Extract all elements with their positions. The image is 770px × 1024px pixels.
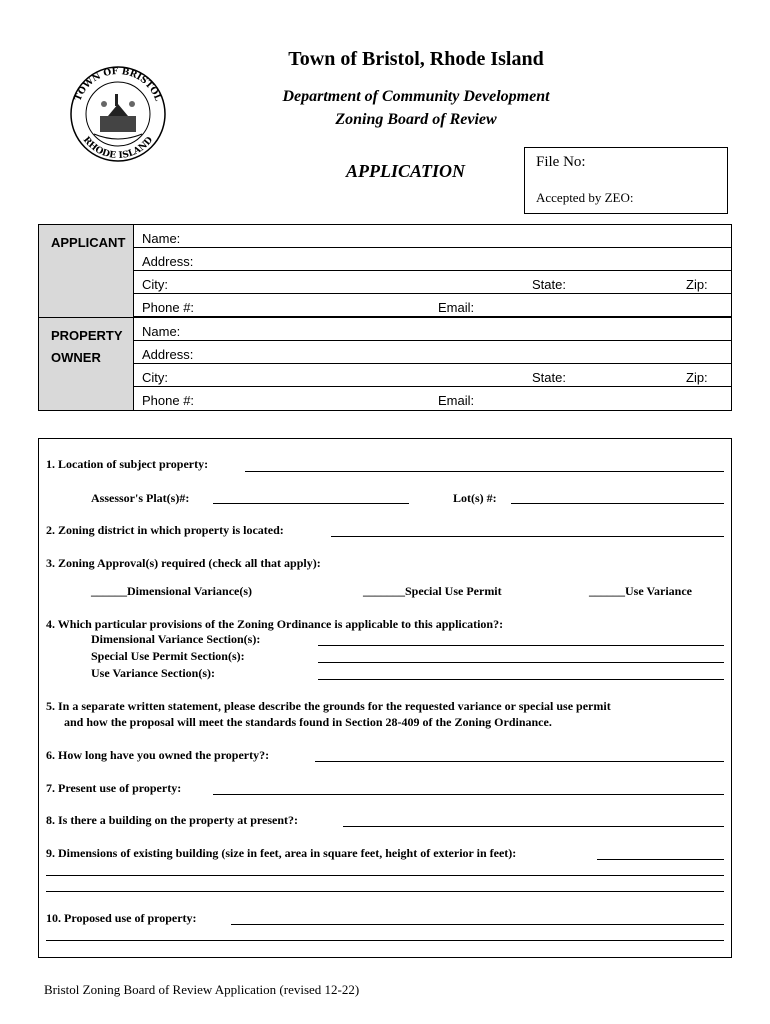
q1-lot-label: Lot(s) #: <box>453 491 497 505</box>
q5-line1: 5. In a separate written statement, please describe the grounds for the requested variance or special use permit <box>46 699 611 713</box>
footer-text: Bristol Zoning Board of Review Application (revised 12-22) <box>44 982 360 997</box>
q4-uv-field[interactable] <box>318 679 724 680</box>
file-no-label: File No: <box>536 154 586 170</box>
applicant-city-row[interactable]: City: State: Zip: <box>134 271 731 294</box>
applicant-address-field[interactable]: Address: <box>134 248 731 271</box>
applicant-phone-row[interactable]: Phone #: Email: <box>134 294 731 318</box>
owner-phone-row[interactable]: Phone #: Email: <box>142 393 475 408</box>
q10-field-line2[interactable] <box>46 940 724 941</box>
q4-uv-label: Use Variance Section(s): <box>91 666 215 680</box>
q2-field[interactable] <box>331 536 724 537</box>
q4-dim-label: Dimensional Variance Section(s): <box>91 632 261 646</box>
q1-lot-field[interactable] <box>511 503 724 504</box>
q9-field-line2[interactable] <box>46 875 724 876</box>
q5-line2: and how the proposal will meet the standards found in Section 28-409 of the Zoning Ordinance. <box>64 715 552 729</box>
applicant-section-label <box>39 225 134 318</box>
contact-table <box>38 224 732 411</box>
q4-sup-label: Special Use Permit Section(s): <box>91 649 245 663</box>
q1-plat-label: Assessor's Plat(s)#: <box>91 491 190 505</box>
q2-label: 2. Zoning district in which property is located: <box>46 523 284 537</box>
owner-label-2: OWNER <box>51 350 101 365</box>
owner-address-field[interactable]: Address: <box>134 341 731 364</box>
department-title: Department of Community Development <box>282 88 550 105</box>
q6-label: 6. How long have you owned the property?: <box>46 748 270 762</box>
page-title: Town of Bristol, Rhode Island <box>288 48 544 70</box>
owner-name-field[interactable]: Name: <box>134 318 731 341</box>
q10-field[interactable] <box>231 924 724 925</box>
board-title: Zoning Board of Review <box>335 111 497 128</box>
file-number-box <box>524 147 728 214</box>
q8-field[interactable] <box>343 826 724 827</box>
q1-plat-field[interactable] <box>213 503 409 504</box>
q9-field[interactable] <box>597 859 724 860</box>
applicant-label: APPLICANT <box>51 235 126 250</box>
q9-label: 9. Dimensions of existing building (size in feet, area in square feet, height of exterior in feet): <box>46 846 517 860</box>
owner-label-1: PROPERTY <box>51 328 123 343</box>
form-title: APPLICATION <box>346 161 466 181</box>
q4-label: 4. Which particular provisions of the Zoning Ordinance is applicable to this application?: <box>46 617 504 631</box>
svg-text:TOWN OF BRISTOL: TOWN OF BRISTOL <box>73 66 163 103</box>
q4-dim-field[interactable] <box>318 645 724 646</box>
q1-field[interactable] <box>245 471 724 472</box>
q3-dimensional-option[interactable]: ______Dimensional Variance(s) <box>91 584 253 598</box>
owner-section-label <box>39 318 134 410</box>
q3-special-use-option[interactable]: _______Special Use Permit <box>363 584 502 598</box>
accepted-label: Accepted by ZEO: <box>536 190 634 205</box>
applicant-name-field[interactable]: Name: <box>134 225 731 248</box>
q7-label: 7. Present use of property: <box>46 781 182 795</box>
q4-sup-field[interactable] <box>318 662 724 663</box>
q10-label: 10. Proposed use of property: <box>46 911 197 925</box>
owner-city-row[interactable]: City: State: Zip: <box>134 364 731 387</box>
q9-field-line3[interactable] <box>46 891 724 892</box>
q1-label: 1. Location of subject property: <box>46 457 209 471</box>
q3-use-variance-option[interactable]: ______Use Variance <box>589 584 692 598</box>
q6-field[interactable] <box>315 761 724 762</box>
questions-box <box>38 438 732 958</box>
svg-text:RHODE ISLAND: RHODE ISLAND <box>80 135 156 162</box>
q7-field[interactable] <box>213 794 724 795</box>
q3-label: 3. Zoning Approval(s) required (check all that apply): <box>46 556 321 570</box>
q8-label: 8. Is there a building on the property at present?: <box>46 813 299 827</box>
